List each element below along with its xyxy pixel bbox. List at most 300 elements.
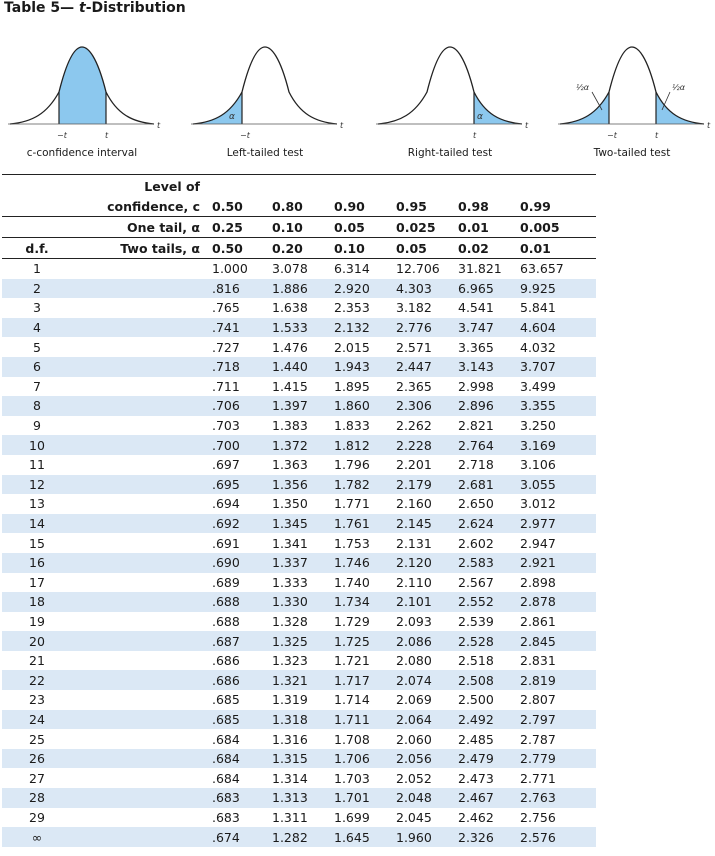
value-cell: 3.707 (520, 357, 596, 377)
value-cell: 1.703 (334, 770, 370, 786)
value-cell: 1.372 (272, 435, 334, 455)
df-cell: 16 (2, 553, 72, 573)
value-cell: 1.318 (272, 710, 334, 730)
left-tailed-curve (185, 44, 345, 144)
value-cell: 2.576 (520, 827, 596, 847)
value-cell (72, 710, 212, 730)
value-cell: 2.228 (396, 435, 458, 455)
value-cell: 1.796 (334, 457, 370, 473)
value-cell: 2.650 (458, 496, 494, 512)
confidence-row (2, 196, 596, 217)
header-cell: 0.02 (458, 238, 520, 259)
value-cell: 1.533 (272, 318, 334, 338)
value-cell: 1.771 (334, 496, 370, 512)
value-cell: 1.729 (334, 613, 370, 629)
value-cell: .691 (212, 535, 240, 551)
title-prefix: Table 5— (4, 0, 79, 16)
left-tick-label: −t (57, 131, 67, 140)
value-cell (72, 318, 212, 338)
value-cell: 2.056 (396, 749, 458, 769)
table-row (2, 827, 596, 847)
df-cell: 9 (33, 418, 41, 434)
value-cell: 1.476 (272, 339, 308, 355)
confidence-interval-curve (2, 44, 162, 144)
value-cell (72, 573, 212, 593)
value-cell: .727 (212, 339, 240, 355)
value-cell (72, 651, 212, 671)
table-row (2, 494, 596, 514)
value-cell: 3.499 (520, 378, 556, 394)
value-cell: .684 (212, 731, 240, 747)
value-cell: 2.101 (396, 592, 458, 612)
value-cell: .697 (212, 457, 240, 473)
value-cell: .690 (212, 553, 272, 573)
value-cell: 3.747 (458, 318, 520, 338)
value-cell: 2.015 (334, 339, 370, 355)
df-cell: 10 (2, 435, 72, 455)
table-row (2, 573, 596, 593)
value-cell: 2.080 (396, 653, 432, 669)
table-row (2, 553, 596, 573)
value-cell: .706 (212, 396, 272, 416)
df-cell: 22 (2, 670, 72, 690)
header-cell: 0.99 (520, 196, 596, 217)
value-cell (72, 337, 212, 357)
value-cell: 2.821 (458, 418, 494, 434)
value-cell: 1.282 (272, 827, 334, 847)
two-tails-row (2, 238, 596, 259)
level-of-label: Level of (144, 178, 200, 194)
value-cell: .685 (212, 692, 240, 708)
df-cell: 11 (29, 457, 45, 473)
value-cell (72, 690, 212, 710)
value-cell: 2.479 (458, 749, 520, 769)
alpha-label: α (477, 112, 483, 122)
value-cell: .685 (212, 710, 272, 730)
df-cell: 5 (33, 339, 41, 355)
right-tick-label: t (655, 131, 659, 140)
value-cell: 2.447 (396, 357, 458, 377)
value-cell: 2.779 (520, 749, 596, 769)
value-cell: .674 (212, 827, 272, 847)
value-cell (72, 612, 212, 632)
df-cell: 14 (2, 514, 72, 534)
table-row (2, 670, 596, 690)
right-tick-label: t (105, 131, 109, 140)
value-cell: 1.753 (334, 535, 370, 551)
table-row (2, 298, 596, 318)
header-cell: 0.50 (212, 238, 272, 259)
value-cell: 1.316 (272, 731, 308, 747)
value-cell: 2.131 (396, 535, 432, 551)
value-cell: 1.706 (334, 749, 396, 769)
value-cell: 3.106 (520, 457, 556, 473)
two-tailed-curve (552, 44, 712, 144)
value-cell: 2.110 (396, 574, 432, 590)
header-cell: 0.05 (396, 238, 458, 259)
value-cell: .688 (212, 613, 240, 629)
value-cell: 1.895 (334, 378, 370, 394)
value-cell: 3.355 (520, 396, 596, 416)
value-cell: 1.313 (272, 788, 334, 808)
value-cell (72, 827, 212, 847)
header-cell: 0.90 (334, 196, 396, 217)
value-cell: 2.473 (458, 770, 494, 786)
value-cell: 2.756 (520, 809, 556, 825)
value-cell: 1.319 (272, 692, 308, 708)
half-alpha-right: ½α (672, 83, 686, 92)
value-cell (72, 435, 212, 455)
page-title (4, 0, 186, 16)
value-cell: .684 (212, 749, 272, 769)
value-cell: .765 (212, 300, 240, 316)
value-cell: 2.763 (520, 788, 596, 808)
df-cell: 1 (33, 261, 41, 277)
value-cell: .686 (212, 670, 272, 690)
value-cell: 2.797 (520, 710, 596, 730)
value-cell: 2.681 (458, 475, 520, 495)
value-cell (72, 768, 212, 788)
value-cell: 2.602 (458, 535, 494, 551)
value-cell: .711 (212, 378, 240, 394)
value-cell: 2.145 (396, 514, 458, 534)
header-cell: 0.10 (334, 238, 396, 259)
value-cell (72, 298, 212, 318)
value-cell: 3.365 (458, 339, 494, 355)
value-cell: 2.528 (458, 631, 520, 651)
table-row (2, 337, 596, 357)
table-row (2, 455, 596, 475)
value-cell: 1.350 (272, 496, 308, 512)
value-cell: .686 (212, 653, 240, 669)
confidence-label: confidence, c (72, 196, 212, 217)
value-cell: 2.539 (458, 613, 494, 629)
value-cell: 2.353 (334, 300, 370, 316)
value-cell: 9.925 (520, 279, 596, 299)
df-cell: 17 (29, 574, 45, 590)
value-cell: 6.965 (458, 279, 520, 299)
value-cell: 1.725 (334, 631, 396, 651)
df-cell: 26 (2, 749, 72, 769)
value-cell: 1.833 (334, 418, 370, 434)
value-cell: 2.306 (396, 396, 458, 416)
value-cell: 2.947 (520, 535, 556, 551)
value-cell: 2.508 (458, 670, 520, 690)
value-cell (72, 788, 212, 808)
value-cell: 2.787 (520, 731, 556, 747)
df-cell: 23 (29, 692, 45, 708)
value-cell (72, 279, 212, 299)
value-cell: 2.052 (396, 770, 432, 786)
value-cell: 2.896 (458, 396, 520, 416)
value-cell (72, 475, 212, 495)
value-cell: .694 (212, 496, 240, 512)
title-italic-t: t (79, 0, 86, 16)
value-cell (72, 259, 212, 279)
value-cell: 2.060 (396, 731, 432, 747)
value-cell (72, 416, 212, 436)
value-cell: 1.315 (272, 749, 334, 769)
table-row (2, 416, 596, 436)
value-cell: 1.860 (334, 396, 396, 416)
table-row (2, 612, 596, 632)
header-cell: 0.25 (212, 217, 272, 238)
value-cell: 1.740 (334, 574, 370, 590)
value-cell: 1.812 (334, 435, 396, 455)
value-cell: 2.201 (396, 457, 432, 473)
value-cell: .695 (212, 475, 272, 495)
table-row (2, 533, 596, 553)
value-cell: 1.638 (272, 300, 308, 316)
value-cell (72, 357, 212, 377)
value-cell: 2.921 (520, 553, 596, 573)
value-cell: 63.657 (520, 261, 564, 277)
value-cell: 3.078 (272, 261, 308, 277)
value-cell (72, 808, 212, 828)
table-top-rule (2, 174, 596, 175)
value-cell: 2.764 (458, 435, 520, 455)
value-cell: 4.604 (520, 318, 596, 338)
value-cell: 1.383 (272, 418, 308, 434)
value-cell: 2.819 (520, 670, 596, 690)
value-cell: .700 (212, 435, 272, 455)
df-cell: 21 (29, 653, 45, 669)
value-cell: .687 (212, 631, 272, 651)
value-cell: 2.160 (396, 496, 432, 512)
value-cell: 2.069 (396, 692, 432, 708)
value-cell: 1.321 (272, 670, 334, 690)
two-tails-label: Two tails, α (72, 238, 212, 259)
header-cell: 0.95 (396, 196, 458, 217)
table-row (2, 279, 596, 299)
value-cell: 3.250 (520, 418, 556, 434)
df-cell: 15 (29, 535, 45, 551)
df-cell: 12 (2, 475, 72, 495)
value-cell: 1.415 (272, 378, 308, 394)
right-tailed-label: Right-tailed test (407, 147, 493, 159)
value-cell: 2.807 (520, 692, 556, 708)
table-row (2, 377, 596, 397)
df-cell: 18 (2, 592, 72, 612)
value-cell: 2.462 (458, 809, 494, 825)
value-cell: 4.303 (396, 279, 458, 299)
df-cell: 13 (29, 496, 45, 512)
two-tailed-label: Two-tailed test (593, 147, 671, 159)
table-row (2, 592, 596, 612)
value-cell (72, 729, 212, 749)
right-tick-label: t (473, 131, 477, 140)
value-cell: 1.311 (272, 809, 308, 825)
value-cell: 2.500 (458, 692, 494, 708)
value-cell: 1.345 (272, 514, 334, 534)
value-cell: 1.782 (334, 475, 396, 495)
value-cell: 1.330 (272, 592, 334, 612)
value-cell: 3.182 (396, 300, 432, 316)
t-distribution-table (2, 176, 596, 847)
value-cell: 5.841 (520, 300, 556, 316)
value-cell: 2.898 (520, 574, 556, 590)
value-cell: 2.776 (396, 318, 458, 338)
value-cell: 2.074 (396, 670, 458, 690)
value-cell: 1.761 (334, 514, 396, 534)
table-row (2, 259, 596, 279)
df-cell: 29 (29, 809, 45, 825)
value-cell: 2.086 (396, 631, 458, 651)
df-cell: 28 (2, 788, 72, 808)
value-cell (72, 514, 212, 534)
table-row (2, 357, 596, 377)
value-cell: 1.886 (272, 279, 334, 299)
header-cell: 0.025 (396, 217, 458, 238)
df-cell: 20 (2, 631, 72, 651)
value-cell: 2.831 (520, 653, 556, 669)
value-cell: 1.943 (334, 357, 396, 377)
value-cell: 1.323 (272, 653, 308, 669)
value-cell: 2.845 (520, 631, 596, 651)
value-cell: 2.977 (520, 514, 596, 534)
df-label: d.f. (2, 238, 72, 259)
value-cell: 1.325 (272, 631, 334, 651)
value-cell: 1.717 (334, 670, 396, 690)
one-tail-row (2, 217, 596, 238)
table-row (2, 788, 596, 808)
table-row (2, 808, 596, 828)
value-cell: .816 (212, 279, 272, 299)
table-row (2, 318, 596, 338)
value-cell: 31.821 (458, 261, 502, 277)
value-cell (72, 396, 212, 416)
value-cell: .688 (212, 592, 272, 612)
value-cell: 2.771 (520, 770, 556, 786)
left-tick-label: −t (607, 131, 617, 140)
df-cell: 27 (29, 770, 45, 786)
value-cell: 4.032 (520, 339, 556, 355)
value-cell: 2.045 (396, 809, 432, 825)
header-cell: 0.01 (520, 238, 596, 259)
value-cell: 1.701 (334, 788, 396, 808)
left-tailed-label: Left-tailed test (226, 147, 304, 159)
value-cell: 2.518 (458, 653, 494, 669)
value-cell: 1.711 (334, 710, 396, 730)
df-cell: 6 (2, 357, 72, 377)
value-cell: 2.567 (458, 574, 494, 590)
axis-label: t (707, 121, 711, 130)
header-cell: 0.05 (334, 217, 396, 238)
confidence-interval-label: c-confidence interval (26, 147, 138, 159)
value-cell: 1.734 (334, 592, 396, 612)
value-cell: 1.363 (272, 457, 308, 473)
table-row (2, 749, 596, 769)
header-cell: 0.01 (458, 217, 520, 238)
value-cell: .683 (212, 809, 240, 825)
df-cell: 7 (33, 378, 41, 394)
title-suffix: -Distribution (85, 0, 186, 16)
value-cell: 1.708 (334, 731, 370, 747)
value-cell: 3.143 (458, 357, 520, 377)
value-cell: 2.861 (520, 613, 556, 629)
table-row (2, 768, 596, 788)
value-cell: 2.093 (396, 613, 432, 629)
value-cell (72, 749, 212, 769)
df-cell: 8 (2, 396, 72, 416)
table-row (2, 396, 596, 416)
value-cell: .703 (212, 418, 240, 434)
value-cell: 1.699 (334, 809, 370, 825)
value-cell: 2.998 (458, 378, 494, 394)
value-cell: 2.132 (334, 318, 396, 338)
table-row (2, 729, 596, 749)
value-cell: 3.012 (520, 496, 556, 512)
value-cell: 4.541 (458, 300, 494, 316)
value-cell: 3.055 (520, 475, 596, 495)
table-row (2, 690, 596, 710)
value-cell: 1.397 (272, 396, 334, 416)
value-cell: 2.485 (458, 731, 494, 747)
df-cell: 4 (2, 318, 72, 338)
left-tick-label: −t (240, 131, 250, 140)
value-cell: 1.000 (212, 261, 248, 277)
one-tail-label: One tail, α (72, 217, 212, 238)
value-cell (72, 377, 212, 397)
value-cell: .689 (212, 574, 240, 590)
table-row (2, 631, 596, 651)
value-cell (72, 631, 212, 651)
value-cell: 2.583 (458, 553, 520, 573)
value-cell: 2.179 (396, 475, 458, 495)
value-cell: 2.571 (396, 339, 432, 355)
value-cell: 1.721 (334, 653, 370, 669)
right-tailed-curve (370, 44, 530, 144)
value-cell: 2.326 (458, 827, 520, 847)
value-cell: 1.440 (272, 357, 334, 377)
table-row (2, 475, 596, 495)
value-cell: 1.337 (272, 553, 334, 573)
value-cell: .692 (212, 514, 272, 534)
axis-label: t (157, 121, 161, 130)
value-cell: 1.746 (334, 553, 396, 573)
value-cell: .741 (212, 318, 272, 338)
table-row (2, 651, 596, 671)
df-cell: 19 (29, 613, 45, 629)
value-cell: 2.718 (458, 457, 494, 473)
header-cell: 0.80 (272, 196, 334, 217)
table-row (2, 435, 596, 455)
df-cell: 3 (33, 300, 41, 316)
header-cell: 0.10 (272, 217, 334, 238)
value-cell: 2.365 (396, 378, 432, 394)
header-cell: 0.98 (458, 196, 520, 217)
value-cell: 12.706 (396, 261, 440, 277)
value-cell: 6.314 (334, 261, 370, 277)
value-cell: 1.333 (272, 574, 308, 590)
value-cell (72, 533, 212, 553)
table-row (2, 710, 596, 730)
value-cell: 1.314 (272, 770, 308, 786)
header-cell: 0.50 (212, 196, 272, 217)
alpha-label: α (229, 112, 235, 122)
value-cell: 2.920 (334, 279, 396, 299)
df-cell: 2 (2, 279, 72, 299)
value-cell (72, 494, 212, 514)
table-row (2, 514, 596, 534)
value-cell: 1.356 (272, 475, 334, 495)
value-cell: 2.624 (458, 514, 520, 534)
value-cell: 2.492 (458, 710, 520, 730)
header-cell: 0.005 (520, 217, 596, 238)
value-cell (72, 592, 212, 612)
axis-label: t (525, 121, 529, 130)
half-alpha-left: ½α (576, 83, 590, 92)
